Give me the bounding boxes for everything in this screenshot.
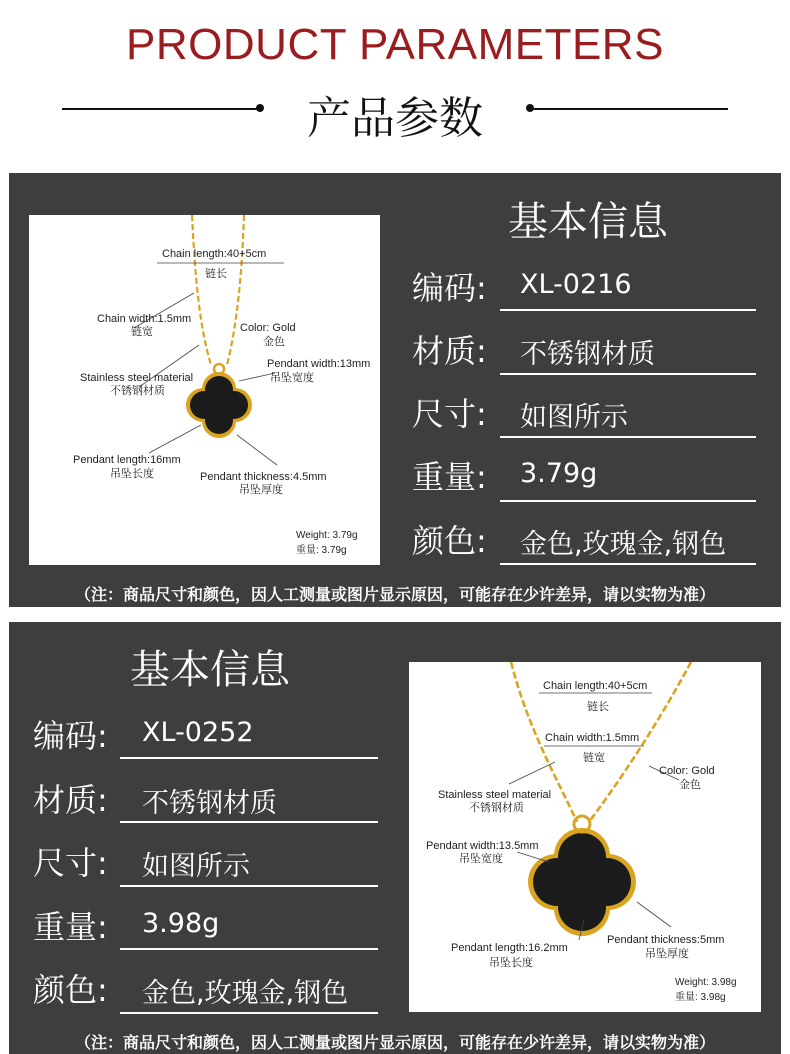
material-label: Stainless steel material <box>80 372 194 384</box>
row-code-label-2: 编码: <box>33 717 108 755</box>
chain-length-label: Chain length:40+5cm <box>162 248 267 260</box>
chain-length-label: Chain length:40+5cm <box>543 680 648 692</box>
chain-width-cn-label: 链宽 <box>583 752 605 764</box>
pendant-width-cn-label: 吊坠宽度 <box>270 372 314 384</box>
pendant-length-cn-label: 吊坠长度 <box>489 957 533 969</box>
pendant-thickness-cn-label: 吊坠厚度 <box>239 484 283 496</box>
chain-length-cn-label: 链长 <box>587 701 609 713</box>
info-heading-2: 基本信息 <box>130 647 290 693</box>
title-rule-right <box>532 108 728 110</box>
chain-width-cn-label: 链宽 <box>131 326 153 338</box>
pendant-width-label: Pendant width:13mm <box>267 358 371 370</box>
row-divider <box>120 1012 378 1014</box>
disclaimer-note-1: （注：商品尺寸和颜色，因人工测量或图片显示原因，可能存在少许差异，请以实物为准） <box>74 585 715 604</box>
row-size-label-2: 尺寸: <box>33 844 108 882</box>
row-weight-value-2: 3.98g <box>142 908 220 939</box>
row-material-label-2: 材质: <box>33 781 108 819</box>
chain-width-label: Chain width:1.5mm <box>97 313 192 325</box>
row-size-value-1: 如图所示 <box>520 402 628 433</box>
row-material-value-1: 不锈钢材质 <box>520 339 655 370</box>
row-material-label-1: 材质: <box>412 332 487 370</box>
row-divider <box>500 309 756 311</box>
row-divider <box>500 563 756 565</box>
row-size-label-1: 尺寸: <box>412 395 487 433</box>
row-divider <box>120 757 378 759</box>
color-label: Color: Gold <box>659 765 715 777</box>
row-color-label-2: 颜色: <box>33 971 108 1009</box>
product-photo-2 <box>409 662 761 1012</box>
info-heading-1: 基本信息 <box>508 199 668 245</box>
material-label: Stainless steel material <box>438 789 552 801</box>
row-divider <box>120 948 378 950</box>
color-cn-label: 金色 <box>263 336 285 348</box>
row-code-label-1: 编码: <box>412 269 487 307</box>
row-material-value-2: 不锈钢材质 <box>142 788 277 819</box>
page-subtitle: 产品参数 <box>307 93 483 144</box>
pendant-length-cn-label: 吊坠长度 <box>110 468 154 480</box>
row-color-label-1: 颜色: <box>412 522 487 560</box>
row-size-value-2: 如图所示 <box>142 851 250 882</box>
color-cn-label: 金色 <box>679 779 701 791</box>
row-divider <box>120 821 378 823</box>
product-photo-1 <box>29 215 380 565</box>
row-divider <box>500 373 756 375</box>
title-rule-left <box>62 108 258 110</box>
row-divider <box>120 885 378 887</box>
row-weight-label-2: 重量: <box>33 908 108 946</box>
row-code-value-2: XL-0252 <box>142 717 254 748</box>
row-divider <box>500 436 756 438</box>
row-weight-label-1: 重量: <box>412 458 487 496</box>
row-divider <box>500 500 756 502</box>
weight-en-label: Weight: 3.98g <box>675 977 737 988</box>
row-code-value-1: XL-0216 <box>520 269 632 300</box>
title-dot-left <box>256 104 264 112</box>
pendant-thickness-cn-label: 吊坠厚度 <box>645 948 689 960</box>
material-cn-label: 不锈钢材质 <box>110 385 165 397</box>
necklace-illustration <box>409 662 761 1012</box>
weight-en-label: Weight: 3.79g <box>296 530 358 541</box>
pendant-length-label: Pendant length:16mm <box>73 454 181 466</box>
pendant-width-cn-label: 吊坠宽度 <box>459 853 503 865</box>
weight-cn-label: 重量: 3.98g <box>675 992 726 1003</box>
pendant-thickness-label: Pendant thickness:5mm <box>607 934 725 946</box>
page-title: PRODUCT PARAMETERS <box>126 20 664 69</box>
chain-length-cn-label: 链长 <box>205 268 227 280</box>
pendant-length-label: Pendant length:16.2mm <box>451 942 568 954</box>
disclaimer-note-2: （注：商品尺寸和颜色，因人工测量或图片显示原因，可能存在少许差异，请以实物为准） <box>74 1033 715 1052</box>
row-weight-value-1: 3.79g <box>520 458 598 489</box>
pendant-width-label: Pendant width:13.5mm <box>426 840 539 852</box>
material-cn-label: 不锈钢材质 <box>469 802 524 814</box>
color-label: Color: Gold <box>240 322 296 334</box>
weight-cn-label: 重量: 3.79g <box>296 545 347 556</box>
row-color-value-1: 金色,玫瑰金,钢色 <box>520 529 727 560</box>
chain-width-label: Chain width:1.5mm <box>545 732 640 744</box>
row-color-value-2: 金色,玫瑰金,钢色 <box>142 978 349 1009</box>
pendant-thickness-label: Pendant thickness:4.5mm <box>200 471 327 483</box>
